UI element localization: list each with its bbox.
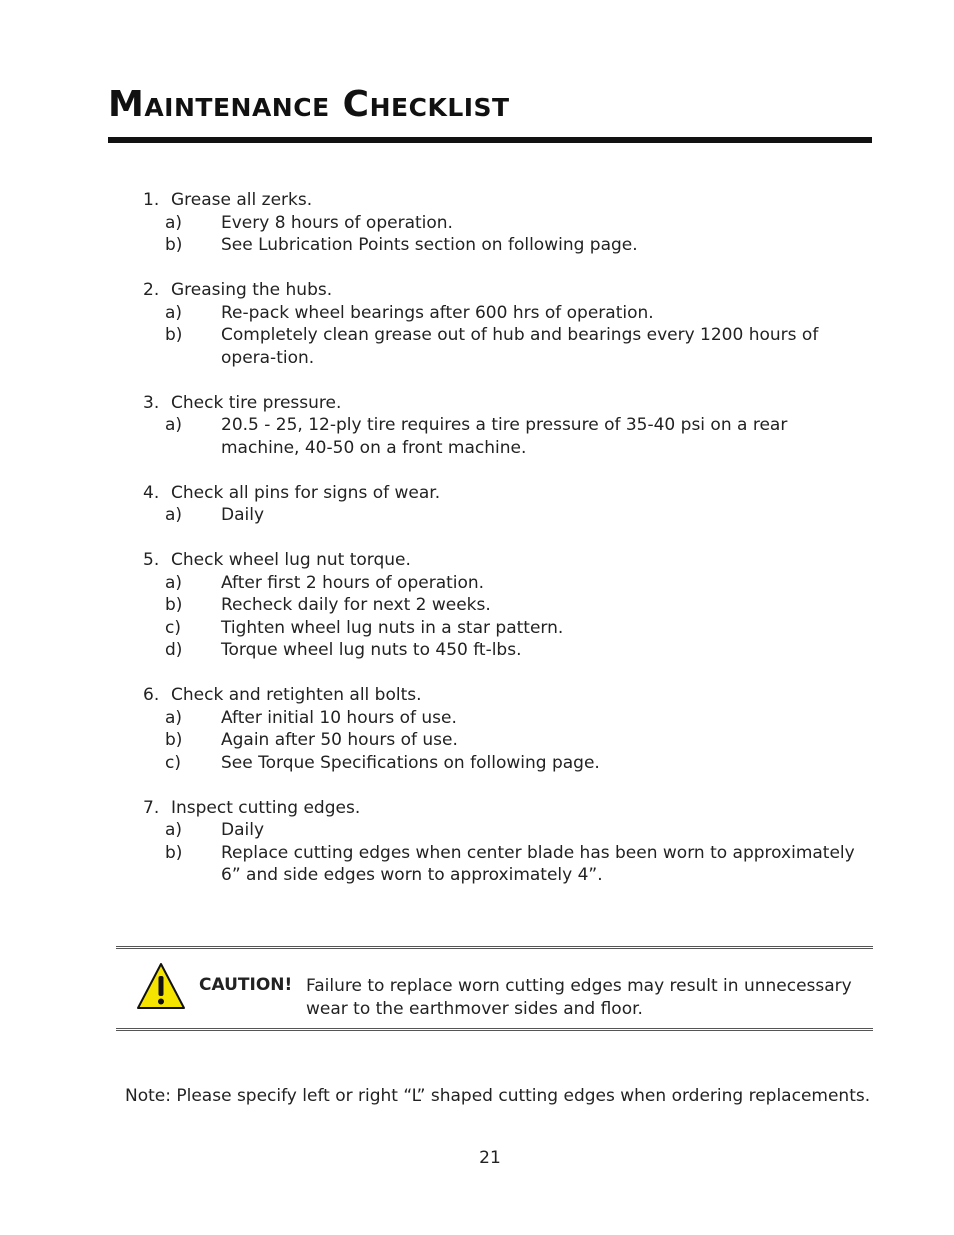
sub-letter: a): [165, 505, 183, 525]
caution-label: CAUTION!: [199, 975, 293, 995]
sub-letter: a): [165, 212, 183, 233]
sub-text: See Lubrication Points section on following page.: [221, 235, 638, 255]
sub-letter: a): [165, 707, 183, 728]
maintenance-list: [143, 189, 883, 909]
sub-text: After initial 10 hours of use.: [221, 707, 457, 728]
sub-letter: a): [165, 820, 183, 840]
sub-letter: a): [165, 415, 183, 435]
sub-text: Recheck daily for next 2 weeks.: [221, 595, 491, 615]
page-number: 21: [479, 1148, 501, 1168]
sub-letter: d): [165, 640, 183, 660]
list-item: [143, 279, 883, 369]
sub-letter: b): [165, 595, 183, 615]
list-item: [143, 189, 883, 257]
item-number: 4.: [143, 482, 160, 503]
caution-text: Failure to replace worn cutting edges may result in unnecessary wear to the earthmover sides and floor.: [306, 976, 852, 1019]
list-item: [143, 684, 883, 774]
sub-text: See Torque Specifications on following page.: [221, 752, 600, 773]
item-text: Check and retighten all bolts.: [171, 685, 422, 705]
sub-text: Re-pack wheel bearings after 600 hrs of operation.: [221, 302, 654, 323]
sub-text: Completely clean grease out of hub and bearings every 1200 hours of opera-tion.: [221, 325, 819, 368]
sub-letter: c): [165, 617, 181, 638]
item-text: Inspect cutting edges.: [171, 797, 361, 818]
sub-text: Torque wheel lug nuts to 450 ft-lbs.: [221, 640, 522, 660]
item-number: 2.: [143, 280, 160, 300]
caution-box: [116, 946, 873, 1031]
sub-text: Every 8 hours of operation.: [221, 212, 453, 233]
item-text: Grease all zerks.: [171, 190, 313, 210]
list-item: [143, 549, 883, 662]
item-text: Check wheel lug nut torque.: [171, 550, 411, 570]
sub-text: After first 2 hours of operation.: [221, 572, 485, 593]
note-text: Note: Please specify left or right “L” shaped cutting edges when ordering replacements.: [125, 1086, 871, 1106]
item-text: Check all pins for signs of wear.: [171, 482, 441, 503]
item-number: 3.: [143, 392, 160, 413]
sub-letter: b): [165, 730, 183, 750]
list-item: [143, 392, 883, 460]
sub-letter: a): [165, 572, 183, 593]
page-title: Maintenance Checklist: [108, 84, 510, 125]
list-item: [143, 482, 883, 527]
sub-text: Again after 50 hours of use.: [221, 730, 458, 750]
list-item: [143, 797, 883, 887]
title-rule: [108, 137, 872, 143]
item-number: 7.: [143, 797, 160, 818]
sub-letter: b): [165, 235, 183, 255]
item-text: Check tire pressure.: [171, 392, 342, 413]
sub-text: Replace cutting edges when center blade has been worn to approximately 6” and side edges worn to approximately 4”.: [221, 842, 855, 885]
sub-text: 20.5 - 25, 12-ply tire requires a tire pressure of 35-40 psi on a rear machine, 40-50 on a front machine.: [221, 415, 788, 458]
sub-letter: c): [165, 752, 181, 773]
item-number: 6.: [143, 685, 160, 705]
warning-triangle-icon: [136, 962, 186, 1010]
sub-text: Daily: [221, 820, 265, 840]
sub-letter: b): [165, 325, 183, 345]
sub-text: Tighten wheel lug nuts in a star pattern.: [221, 617, 564, 638]
item-text: Greasing the hubs.: [171, 280, 333, 300]
sub-letter: a): [165, 302, 183, 323]
sub-letter: b): [165, 842, 183, 863]
item-number: 5.: [143, 550, 160, 570]
item-number: 1.: [143, 190, 160, 210]
sub-text: Daily: [221, 505, 265, 525]
